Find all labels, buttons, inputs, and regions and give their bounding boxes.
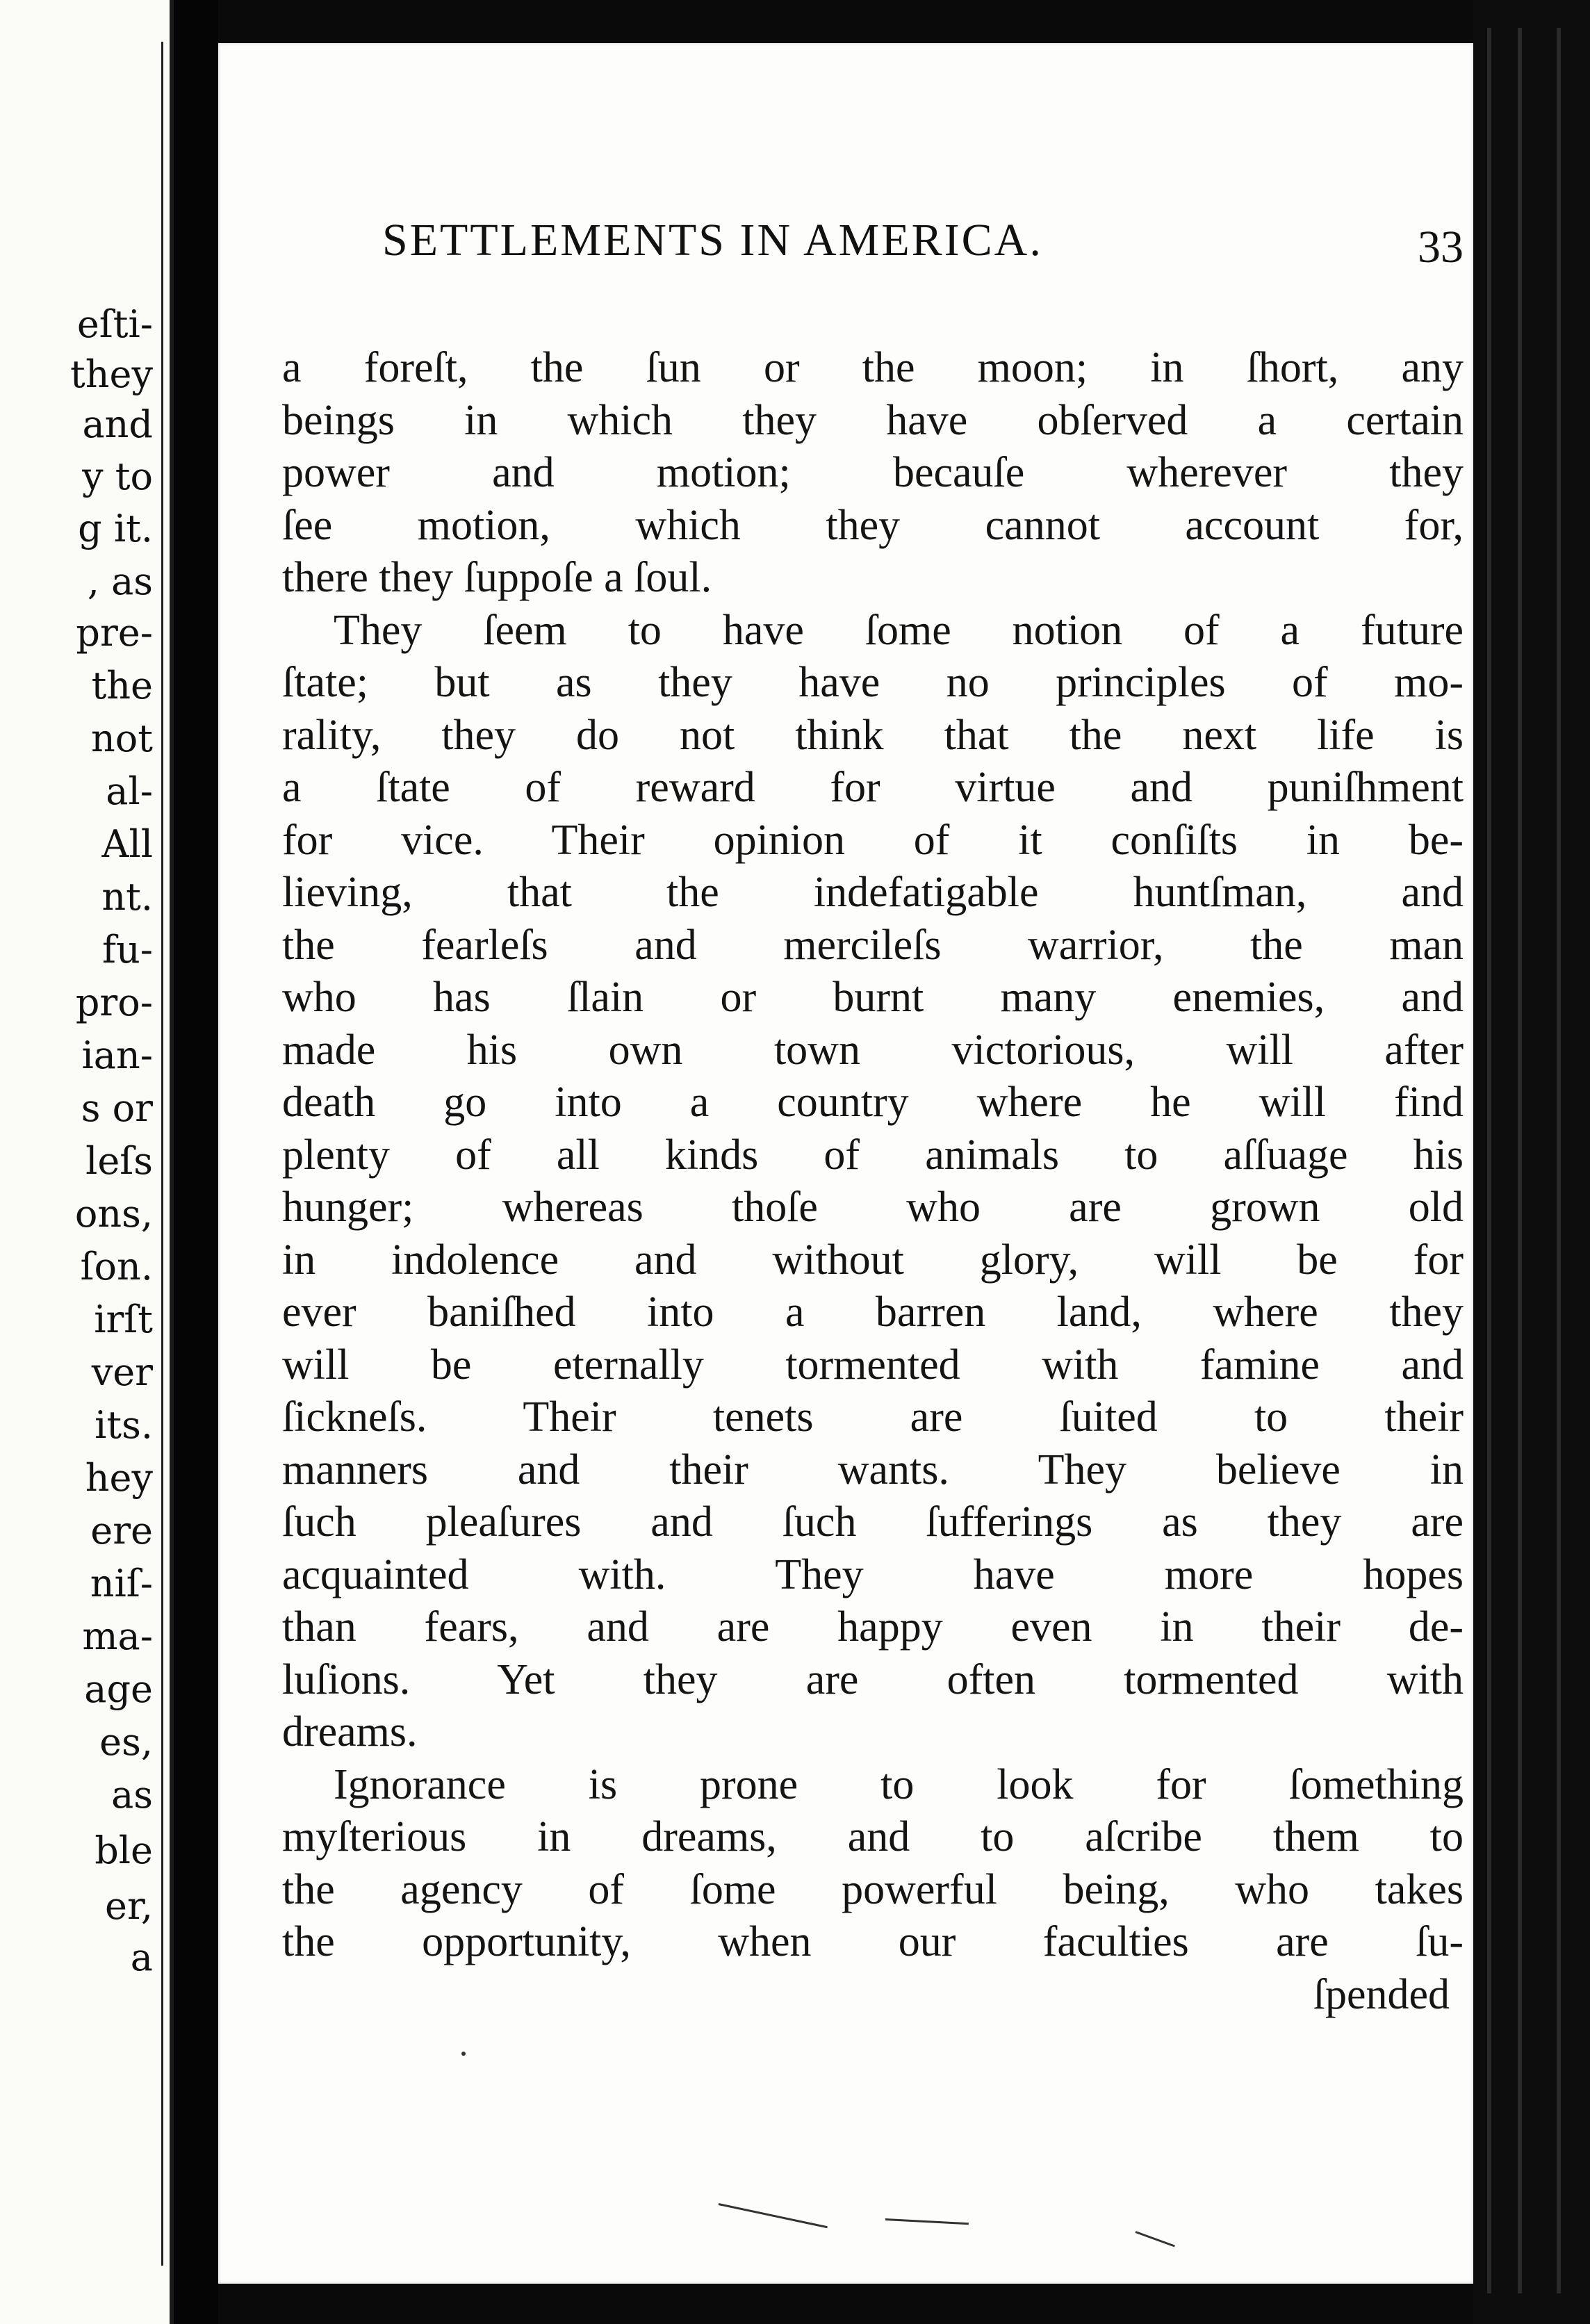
left-page-fragment: fu- xyxy=(101,928,153,972)
left-page-fragment: , as xyxy=(87,559,153,603)
ink-stroke xyxy=(719,2203,828,2228)
catchword: ſpended xyxy=(1313,1970,1450,2018)
text-line: made his own town victorious, will after xyxy=(282,1026,1464,1074)
page-number: 33 xyxy=(1418,222,1464,272)
left-page-fragment: ons, xyxy=(74,1192,153,1236)
left-page-fragment: y to xyxy=(82,455,153,498)
left-page-fragment: niſ- xyxy=(90,1562,153,1605)
text-line: rality, they do not think that the next life is xyxy=(282,711,1464,759)
binding-stripe xyxy=(1487,28,1491,2293)
binding-stripe xyxy=(1518,28,1522,2293)
left-page-fragment: ble xyxy=(95,1828,153,1872)
text-line: They ſeem to have ſome notion of a future xyxy=(334,606,1464,654)
page-edge-line xyxy=(161,42,163,2266)
text-line: there they ſuppoſe a ſoul. xyxy=(282,554,712,601)
left-page-fragment: al- xyxy=(106,769,153,813)
left-page-fragment: as xyxy=(111,1773,153,1817)
left-page-fragment: its. xyxy=(95,1403,153,1447)
text-line: Ignorance is prone to look for ſomething xyxy=(334,1760,1464,1808)
left-page-fragment: ere xyxy=(90,1509,153,1553)
left-page-fragment: ſon. xyxy=(80,1245,153,1288)
left-page-fragment: age xyxy=(84,1667,153,1711)
body-text xyxy=(282,342,1464,2021)
text-line: manners and their wants. They believe in xyxy=(282,1446,1464,1494)
text-line: myſterious in dreams, and to aſcribe them to xyxy=(282,1813,1464,1860)
left-page-fragment: g it. xyxy=(78,507,153,550)
text-line: a ſtate of reward for virtue and puniſhment xyxy=(282,764,1464,811)
text-line: the opportunity, when our faculties are ſu- xyxy=(282,1918,1464,1965)
binding-stripe xyxy=(1557,28,1561,2293)
running-head xyxy=(382,214,1464,277)
left-page-fragment: hey xyxy=(85,1456,153,1500)
text-line: lieving, that the indefatigable huntſman, and xyxy=(282,869,1464,916)
text-line: ſee motion, which they cannot account for, xyxy=(282,501,1464,549)
text-line: beings in which they have obſerved a certain xyxy=(282,396,1464,444)
left-page-fragment: they xyxy=(70,352,153,396)
text-line: the agency of ſome powerful being, who takes xyxy=(282,1865,1464,1913)
left-facing-page xyxy=(0,0,174,2324)
left-page-fragment: ma- xyxy=(82,1614,153,1658)
left-page-fragment: irſt xyxy=(94,1298,153,1341)
text-line: for vice. Their opinion of it conſiſts in be- xyxy=(282,816,1464,864)
book-gutter xyxy=(174,0,218,2324)
ink-stroke xyxy=(885,2218,969,2225)
text-line: the fearleſs and mercileſs warrior, the man xyxy=(282,921,1464,969)
running-title: SETTLEMENTS IN AMERICA. xyxy=(382,215,1043,265)
right-binding-edge xyxy=(1473,0,1590,2324)
left-page-fragment: es, xyxy=(99,1720,153,1764)
text-line: power and motion; becauſe wherever they xyxy=(282,449,1464,496)
ink-speck xyxy=(461,2052,466,2056)
text-line: acquainted with. They have more hopes xyxy=(282,1550,1464,1598)
left-page-fragment: ver xyxy=(91,1350,153,1394)
left-page-fragment: nt. xyxy=(101,875,153,919)
left-page-fragment: ian- xyxy=(81,1033,153,1077)
left-page-fragment: er, xyxy=(104,1884,153,1928)
text-line: will be eternally tormented with famine and xyxy=(282,1341,1464,1389)
text-line: than fears, and are happy even in their de- xyxy=(282,1603,1464,1651)
ink-stroke xyxy=(1135,2231,1174,2247)
text-line: ever baniſhed into a barren land, where they xyxy=(282,1288,1464,1336)
left-page-fragment: not xyxy=(91,717,153,760)
left-page-fragment: leſs xyxy=(85,1139,153,1183)
left-page-fragment: eſti- xyxy=(76,302,153,346)
text-line: who has ſlain or burnt many enemies, and xyxy=(282,974,1464,1021)
text-line: ſickneſs. Their tenets are ſuited to their xyxy=(282,1393,1464,1441)
text-line: plenty of all kinds of animals to aſſuage his xyxy=(282,1131,1464,1179)
text-line: death go into a country where he will find xyxy=(282,1079,1464,1126)
book-page xyxy=(218,43,1473,2284)
text-line: luſions. Yet they are often tormented with xyxy=(282,1655,1464,1703)
left-page-fragment: and xyxy=(82,402,153,446)
left-page-fragment: All xyxy=(101,822,153,866)
left-page-fragment: s or xyxy=(81,1086,153,1130)
text-line: hunger; whereas thoſe who are grown old xyxy=(282,1184,1464,1231)
text-line: a foreſt, the ſun or the moon; in ſhort, any xyxy=(282,344,1464,391)
text-line: ſtate; but as they have no principles of mo- xyxy=(282,659,1464,706)
left-page-fragment: pro- xyxy=(75,981,153,1024)
text-line: in indolence and without glory, will be for xyxy=(282,1236,1464,1284)
left-page-fragment: a xyxy=(130,1936,153,1979)
left-page-fragment: pre- xyxy=(76,611,153,655)
left-page-fragment: the xyxy=(91,664,153,707)
text-line: ſuch pleaſures and ſuch ſufferings as they are xyxy=(282,1498,1464,1546)
text-line: dreams. xyxy=(282,1708,418,1756)
